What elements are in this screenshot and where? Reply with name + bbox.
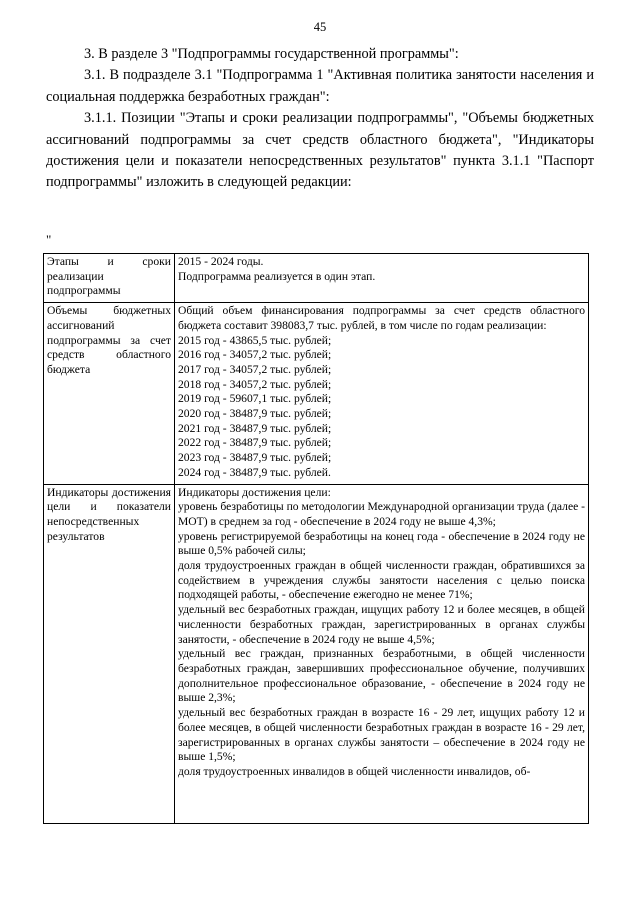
indicator-item: доля трудоустроенных инвалидов в общей численности инвалидов, об- <box>178 764 531 778</box>
budget-year-line: 2019 год - 59607,1 тыс. рублей; <box>178 392 332 406</box>
row-label-indicators: Индикаторы достижения цели и показатели непосредственных результатов <box>44 484 175 823</box>
table-row-indicators <box>44 484 589 823</box>
paragraph-subsection-3-1: 3.1. В подразделе 3.1 "Подпрограмма 1 "Активная политика занятости населения и социальная поддержка безработных граждан": <box>46 67 594 105</box>
budget-intro: Общий объем финансирования подпрограммы за счет средств областного бюджета составит 398083,7 тыс. рублей, в том числе по годам реализации: <box>178 304 585 332</box>
subprogram-passport-table <box>43 253 589 824</box>
paragraph-item-3-1-1: 3.1.1. Позиции "Этапы и сроки реализации подпрограммы", "Объемы бюджетных ассигнований подпрограммы за счет средств областного бюджета", "Индикаторы достижения цели и показатели непосредственных результатов" пункта 3.1.1 "Паспорт подпрограммы" изложить в следующей редакции: <box>46 110 594 191</box>
paragraph-section-3: 3. В разделе 3 "Подпрограммы государственной программы": <box>84 46 459 62</box>
table-row-stages <box>44 254 589 303</box>
indicators-heading: Индикаторы достижения цели: <box>178 485 331 499</box>
page-number: 45 <box>313 20 327 34</box>
row-label-budget: Объемы бюджетных ассигнований подпрограммы за счет средств областного бюджета <box>44 303 175 484</box>
indicator-item: доля трудоустроенных граждан в общей численности граждан, обратившихся за содействием в учреждения службы занятости населения с целью поиска подходящей работы, - обеспечение ежегодно не менее 71%; <box>178 559 585 602</box>
indicator-item: удельный вес безработных граждан, ищущих работу 12 и более месяцев, в общей численности безработных граждан, зарегистрированных в органах службы занятости, - обеспечение в 2024 году не выше 4,5%; <box>178 603 585 646</box>
budget-year-line: 2020 год - 38487,9 тыс. рублей; <box>178 407 332 421</box>
row-value-indicators <box>175 484 589 823</box>
budget-year-line: 2018 год - 34057,2 тыс. рублей; <box>178 377 332 391</box>
row-value-budget <box>175 303 589 484</box>
stages-note: Подпрограмма реализуется в один этап. <box>178 269 376 283</box>
indicators-content <box>178 486 585 820</box>
budget-year-line: 2016 год - 34057,2 тыс. рублей; <box>178 348 332 362</box>
table-row-budget <box>44 303 589 484</box>
opening-quote: " <box>46 232 52 247</box>
budget-year-line: 2015 год - 43865,5 тыс. рублей; <box>178 333 332 347</box>
budget-year-line: 2021 год - 38487,9 тыс. рублей; <box>178 421 332 435</box>
indicator-item: удельный вес граждан, признанных безработными, в общей численности безработных граждан, завершивших профессиональное обучение, получивших дополнительное профессиональное образование, - обеспечение в 2024 году не выше 2,3%; <box>178 647 585 705</box>
budget-year-line: 2022 год - 38487,9 тыс. рублей; <box>178 436 332 450</box>
row-value-stages <box>175 254 589 303</box>
stages-period: 2015 - 2024 годы. <box>178 255 264 268</box>
indicator-item: уровень безработицы по методологии Международной организации труда (далее - МОТ) в среднем за год - обеспечение в 2024 году не выше 4,3%; <box>178 500 585 528</box>
indicator-item: удельный вес безработных граждан в возрасте 16 - 29 лет, ищущих работу 12 и более месяцев, в общей численности безработных граждан в возрасте 16 - 29 лет, зарегистрированных в органах службы занятости – обеспечение в 2024 году не выше 1,5%; <box>178 706 585 764</box>
body-text <box>46 44 594 194</box>
indicator-item: уровень регистрируемой безработицы на конец года - обеспечение в 2024 году не выше 0,5% рабочей силы; <box>178 529 585 558</box>
budget-year-line: 2023 год - 38487,9 тыс. рублей; <box>178 451 332 465</box>
budget-year-line: 2017 год - 34057,2 тыс. рублей; <box>178 362 332 376</box>
row-label-stages: Этапы и сроки реализации подпрограммы <box>44 254 175 303</box>
budget-year-line: 2024 год - 38487,9 тыс. рублей. <box>178 465 331 479</box>
